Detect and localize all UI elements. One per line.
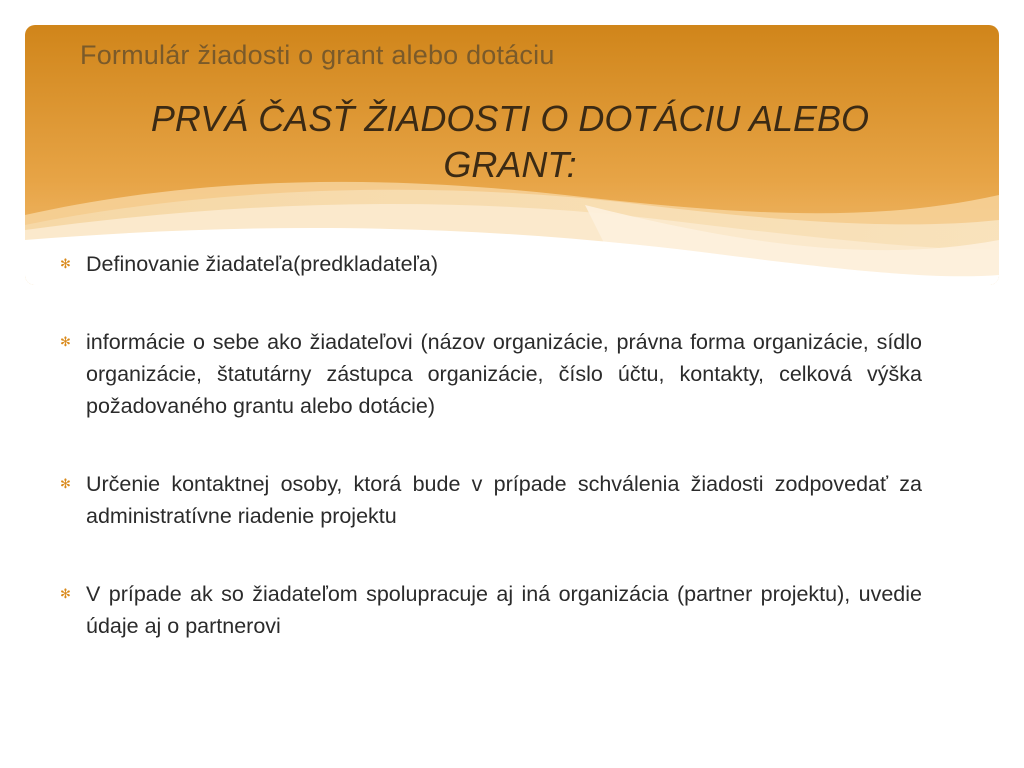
list-item-text: informácie o sebe ako žiadateľovi (názov organizácie, právna forma organizácie, sídlo organizácie, štatutárny zástupca organizácie, číslo účtu, kontakty, celková výška požadovaného grantu alebo dotácie) <box>86 330 922 418</box>
list-item <box>60 468 922 532</box>
list-item-text: V prípade ak so žiadateľom spolupracuje aj iná organizácia (partner projektu), uvedie údaje aj o partnerovi <box>86 582 922 638</box>
bullet-list <box>60 248 922 688</box>
asterisk-bullet-icon: ✻ <box>60 586 71 601</box>
slide-subtitle: Formulár žiadosti o grant alebo dotáciu <box>80 40 555 70</box>
asterisk-bullet-icon: ✻ <box>60 256 71 271</box>
list-item <box>60 248 922 280</box>
asterisk-bullet-icon: ✻ <box>60 476 71 491</box>
list-item <box>60 578 922 642</box>
list-item-text: Definovanie žiadateľa(predkladateľa) <box>86 252 438 276</box>
slide-title: PRVÁ ČASŤ ŽIADOSTI O DOTÁCIU ALEBO GRANT: <box>150 98 870 185</box>
list-item-text: Určenie kontaktnej osoby, ktorá bude v prípade schválenia žiadosti zodpovedať za administratívne riadenie projektu <box>86 472 922 528</box>
asterisk-bullet-icon: ✻ <box>60 334 71 349</box>
list-item <box>60 326 922 422</box>
